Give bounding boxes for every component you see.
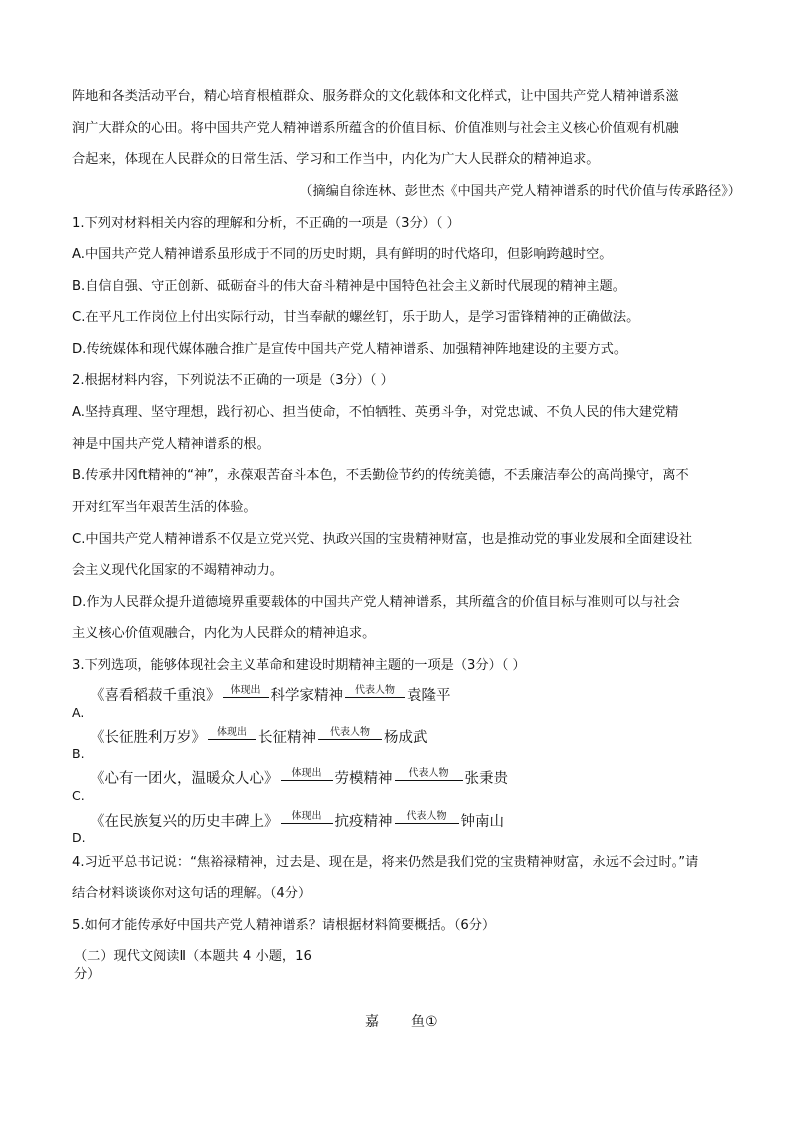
q3-option-d-letter: D. — [72, 830, 86, 845]
q3-option-a-person: 袁隆平 — [407, 688, 451, 704]
arrow-label: 代表人物 — [406, 811, 447, 822]
arrow-connector — [345, 685, 405, 705]
q3-option-d-flow — [90, 810, 504, 831]
q3-option-c-flow — [90, 767, 508, 788]
arrow-label: 体现出 — [230, 685, 261, 696]
section-heading-line-1: （二）现代文阅读Ⅱ（本题共 4 小题，16 — [74, 949, 312, 964]
q3-option-b-letter: B. — [72, 746, 85, 761]
q1-option-c: C.在平凡工作岗位上付出实际行动，甘当奉献的螺丝钉，乐于助人，是学习雷锋精神的正确做法。 — [72, 310, 640, 325]
q2-option-d-line-2: 主义核心价值观融合，内化为人民群众的精神追求。 — [72, 626, 376, 641]
arrow-connector — [281, 768, 333, 788]
q3-option-b-flow — [90, 726, 428, 747]
q4-line-1: 4.习近平总书记说：“焦裕禄精神，过去是、现在是，将来仍然是我们党的宝贵精神财富，永远不会过时。”请 — [72, 855, 699, 870]
q5-stem: 5.如何才能传承好中国共产党人精神谱系？请根据材料简要概括。（6分） — [72, 918, 496, 933]
arrow-label: 代表人物 — [408, 768, 449, 779]
arrow-connector — [318, 727, 382, 747]
q3-stem: 3.下列选项，能够体现社会主义革命和建设时期精神主题的一项是（3分）（ ） — [72, 658, 526, 673]
passage-line-1: 阵地和各类活动平台，精心培育根植群众、服务群众的文化载体和文化样式，让中国共产党人精神谱系滋 — [72, 89, 679, 104]
q2-option-c-line-1: C.中国共产党人精神谱系不仅是立党兴党、执政兴国的宝贵精神财富，也是推动党的事业发展和全面建设社 — [72, 532, 693, 547]
q3-option-c-work: 《心有一团火，温暖众人心》 — [90, 771, 279, 787]
q1-stem: 1.下列对材料相关内容的理解和分析，不正确的一项是（3分）（ ） — [72, 216, 460, 231]
q3-option-d-spirit: 抗疫精神 — [334, 814, 393, 830]
q3-option-d-person: 钟南山 — [460, 814, 504, 830]
q2-option-d-line-1: D.作为人民群众提升道德境界重要载体的中国共产党人精神谱系，其所蕴含的价值目标与准则可以与社会 — [72, 595, 680, 610]
q4-line-2: 结合材料谈谈你对这句话的理解。（4分） — [72, 886, 312, 901]
passage-title — [365, 1011, 438, 1031]
q2-option-b-line-1: B.传承井冈ft精神的“神”，永葆艰苦奋斗本色，不丢勤俭节约的传统美德，不丢廉洁奉公的高尚操守，离不 — [72, 468, 689, 483]
q3-option-b-work: 《长征胜利万岁》 — [90, 730, 206, 746]
arrow-label: 体现出 — [291, 811, 322, 822]
q2-option-c-line-2: 会主义现代化国家的不竭精神动力。 — [72, 563, 283, 578]
arrow-label: 体现出 — [217, 727, 247, 738]
q3-option-c-letter: C. — [72, 788, 85, 803]
section-heading-line-2: 分） — [74, 967, 101, 982]
q3-option-a-flow — [90, 684, 451, 705]
source-citation: （摘编自徐连林、彭世杰《中国共产党人精神谱系的时代价值与传承路径》） — [299, 184, 741, 199]
q1-option-d: D.传统媒体和现代媒体融合推广是宣传中国共产党人精神谱系、加强精神阵地建设的主要方式。 — [72, 342, 628, 357]
passage-line-2: 润广大群众的心田。将中国共产党人精神谱系所蕴含的价值目标、价值准则与社会主义核心价值观有机融 — [72, 121, 679, 136]
arrow-label: 代表人物 — [330, 727, 370, 738]
arrow-connector — [395, 768, 463, 788]
q3-option-b-spirit: 长征精神 — [258, 730, 316, 746]
arrow-connector — [223, 685, 269, 705]
q2-option-b-line-2: 开对红军当年艰苦生活的体验。 — [72, 500, 257, 515]
q2-option-a-line-1: A.坚持真理、坚守理想，践行初心、担当使命，不怕牺牲、英勇斗争，对党忠诚、不负人民的伟大建党精 — [72, 405, 679, 420]
q1-option-a: A.中国共产党人精神谱系虽形成于不同的历史时期，具有鲜明的时代烙印，但影响跨越时空。 — [72, 247, 613, 262]
arrow-label: 代表人物 — [355, 685, 395, 696]
q3-option-a-work: 《喜看稻菽千重浪》 — [90, 688, 221, 704]
q1-option-b: B.自信自强、守正创新、砥砺奋斗的伟大奋斗精神是中国特色社会主义新时代展现的精神主题。 — [72, 279, 626, 294]
q3-option-c-person: 张秉贵 — [464, 771, 508, 787]
arrow-label: 体现出 — [291, 768, 322, 779]
q2-stem: 2.根据材料内容，下列说法不正确的一项是（3分）（ ） — [72, 373, 394, 388]
q3-option-a-spirit: 科学家精神 — [270, 688, 343, 704]
passage-line-3: 合起来，体现在人民群众的日常生活、学习和工作当中，内化为广大人民群众的精神追求。 — [72, 152, 600, 167]
q2-option-a-line-2: 神是中国共产党人精神谱系的根。 — [72, 437, 270, 452]
q3-option-a-letter: A. — [72, 705, 85, 720]
passage-title-part-1: 嘉 — [365, 1014, 379, 1030]
arrow-connector — [395, 811, 459, 831]
q3-option-c-spirit: 劳模精神 — [334, 771, 393, 787]
arrow-connector — [281, 811, 333, 831]
arrow-connector — [208, 727, 256, 747]
passage-title-part-2: 鱼① — [411, 1014, 438, 1030]
q3-option-d-work: 《在民族复兴的历史丰碑上》 — [90, 814, 279, 830]
q3-option-b-person: 杨成武 — [384, 730, 428, 746]
